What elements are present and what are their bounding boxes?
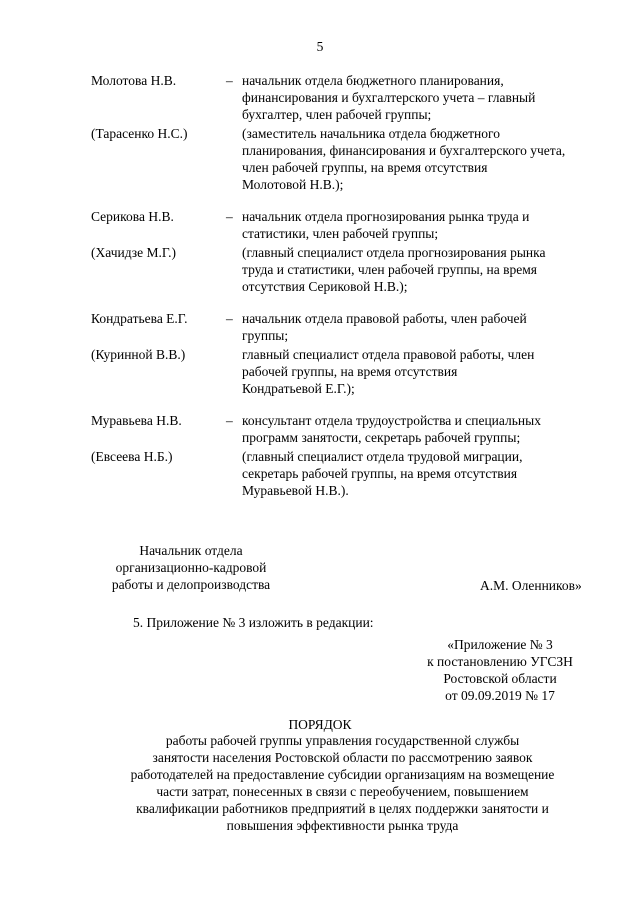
order-title: ПОРЯДОК: [288, 717, 352, 732]
role-line: финансирования и бухгалтерского учета – главный: [242, 90, 536, 105]
signature-name: А.М. Оленников»: [480, 578, 582, 593]
deputy-row: [91, 448, 611, 499]
signature-position: [91, 542, 291, 593]
deputy-row: [91, 346, 611, 397]
deputy-row: [91, 125, 611, 193]
deputy-name: (Евсеева Н.Б.): [91, 449, 173, 464]
order-subtitle-line: работы рабочей группы управления государственной службы: [165, 733, 520, 748]
role-line: консультант отдела трудоустройства и специальных: [242, 413, 541, 428]
member-row: [91, 72, 611, 123]
member-block: [91, 310, 611, 397]
member-name: Молотова Н.В.: [91, 73, 177, 88]
role-line: бухгалтер, член рабочей группы;: [242, 107, 432, 122]
member-block: [91, 72, 611, 193]
member-row: [91, 412, 611, 446]
member-block: [91, 208, 611, 295]
order-subtitle: [100, 732, 585, 834]
deputy-line: труда и статистики, член рабочей группы, на время: [242, 262, 537, 277]
order-subtitle-line: части затрат, понесенных в связи с переобучением, повышением: [156, 784, 529, 799]
role-line: программ занятости, секретарь рабочей группы;: [242, 430, 521, 445]
order-subtitle-line: работодателей на предоставление субсидии организациям на возмещение: [130, 767, 555, 782]
deputy-line: рабочей группы, на время отсутствия: [242, 364, 458, 379]
deputy-line: главный специалист отдела правовой работы, член: [242, 347, 535, 362]
appendix-line: к постановлению УГСЗН: [427, 654, 573, 669]
member-role: [242, 310, 611, 344]
deputy-name: (Хачидзе М.Г.): [91, 245, 176, 260]
deputy-line: планирования, финансирования и бухгалтерского учета,: [242, 143, 566, 158]
deputy-name: (Куринной В.В.): [91, 347, 186, 362]
member-block: [91, 412, 611, 499]
deputy-role: [226, 125, 611, 193]
member-name: Муравьева Н.В.: [91, 413, 182, 428]
deputy-role: [226, 346, 611, 397]
appendix-line: от 09.09.2019 № 17: [445, 688, 555, 703]
appendix-line: «Приложение № 3: [447, 637, 553, 652]
order-subtitle-line: повышения эффективности рынка труда: [226, 818, 459, 833]
appendix-line: Ростовской области: [443, 671, 557, 686]
deputy-line: (главный специалист отдела трудовой миграции,: [242, 449, 523, 464]
member-dash: –: [226, 209, 233, 224]
member-name: Серикова Н.В.: [91, 209, 174, 224]
deputy-line: Кондратьевой Е.Г.);: [242, 381, 355, 396]
member-dash: –: [226, 311, 233, 326]
member-name: Кондратьева Е.Г.: [91, 311, 188, 326]
order-subtitle-line: занятости населения Ростовской области по рассмотрению заявок: [152, 750, 533, 765]
order-subtitle-line: квалификации работников предприятий в целях поддержки занятости и: [136, 801, 549, 816]
deputy-line: отсутствия Сериковой Н.В.);: [242, 279, 408, 294]
member-role: [242, 208, 611, 242]
deputy-line: Молотовой Н.В.);: [242, 177, 344, 192]
signature-position-line: работы и делопроизводства: [111, 577, 271, 592]
deputy-name: (Тарасенко Н.С.): [91, 126, 188, 141]
role-line: группы;: [242, 328, 289, 343]
deputy-line: член рабочей группы, на время отсутствия: [242, 160, 488, 175]
deputy-line: Муравьевой Н.В.).: [242, 483, 349, 498]
deputy-line: (главный специалист отдела прогнозирования рынка: [242, 245, 546, 260]
member-row: [91, 310, 611, 344]
role-line: начальник отдела бюджетного планирования,: [242, 73, 504, 88]
member-row: [91, 208, 611, 242]
deputy-role: [226, 244, 611, 295]
working-group-members: [91, 72, 611, 514]
deputy-line: (заместитель начальника отдела бюджетного: [242, 126, 500, 141]
member-role: [242, 412, 611, 446]
deputy-row: [91, 244, 611, 295]
role-line: начальник отдела прогнозирования рынка труда и: [242, 209, 530, 224]
page-number: 5: [316, 39, 324, 54]
deputy-line: секретарь рабочей группы, на время отсутствия: [242, 466, 518, 481]
member-dash: –: [226, 413, 233, 428]
member-dash: –: [226, 73, 233, 88]
role-line: статистики, член рабочей группы;: [242, 226, 439, 241]
member-role: [242, 72, 611, 123]
deputy-role: [226, 448, 611, 499]
role-line: начальник отдела правовой работы, член рабочей: [242, 311, 527, 326]
signature-position-line: Начальник отдела: [139, 543, 243, 558]
signature-position-line: организационно-кадровой: [115, 560, 267, 575]
paragraph-5: 5. Приложение № 3 изложить в редакции:: [133, 615, 374, 630]
appendix-header: [400, 636, 600, 704]
